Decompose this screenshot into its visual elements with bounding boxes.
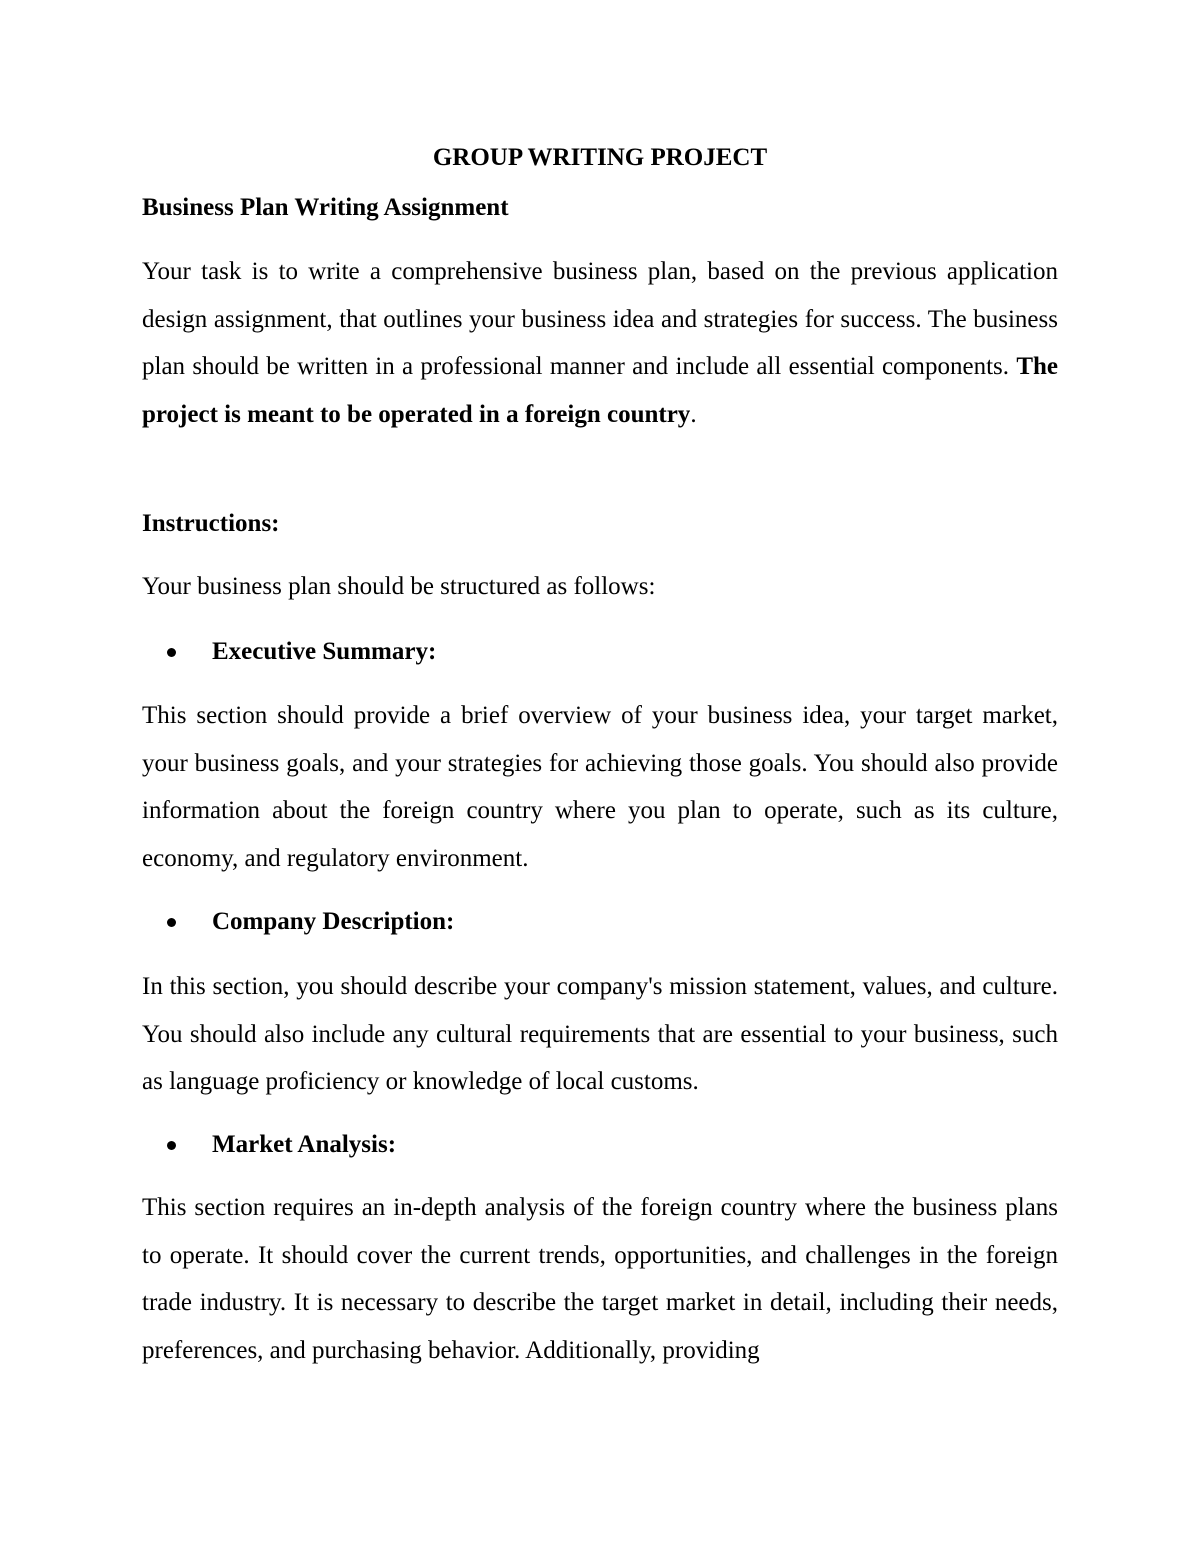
section-heading-company-description	[142, 904, 1058, 940]
section-heading-market-analysis	[142, 1127, 1058, 1163]
intro-text: Your task is to write a comprehensive business plan, based on the previous application design assignment, that outlines your business idea and strategies for success. The business plan should be written in a professional manner and include all essential components.	[142, 258, 1058, 380]
intro-end: .	[690, 400, 697, 428]
document-title: GROUP WRITING PROJECT	[432, 144, 768, 171]
section-heading-executive-summary	[142, 634, 1058, 670]
intro-bold-text: The project is meant to be operated in a foreign country	[142, 353, 1058, 428]
section-body-company-description: In this section, you should describe your company's mission statement, values, and culture. You should also include any cultural requirements that are essential to your business, such as language proficiency or knowledge of local customs.	[142, 973, 1058, 1095]
instructions-heading: Instructions:	[142, 510, 280, 537]
section-heading-label: Company Description:	[212, 908, 455, 935]
structure-line: Your business plan should be structured as follows:	[142, 573, 656, 600]
section-heading-label: Market Analysis:	[212, 1131, 397, 1158]
bullet-icon	[167, 1141, 176, 1150]
document-subtitle: Business Plan Writing Assignment	[142, 194, 509, 221]
bullet-icon	[167, 648, 176, 657]
intro-paragraph	[142, 248, 1058, 438]
section-body-executive-summary: This section should provide a brief overview of your business idea, your target market, your business goals, and your strategies for achieving those goals. You should also provide information about the foreign country where you plan to operate, such as its culture, economy, and regulatory environment.	[142, 702, 1058, 872]
section-heading-label: Executive Summary:	[212, 638, 437, 665]
bullet-icon	[167, 918, 176, 927]
section-body-market-analysis: This section requires an in-depth analysis of the foreign country where the business plans to operate. It should cover the current trends, opportunities, and challenges in the foreign trade industry. It is necessary to describe the target market in detail, including their needs, preferences, and purchasing behavior. Additionally, providing	[142, 1194, 1058, 1364]
